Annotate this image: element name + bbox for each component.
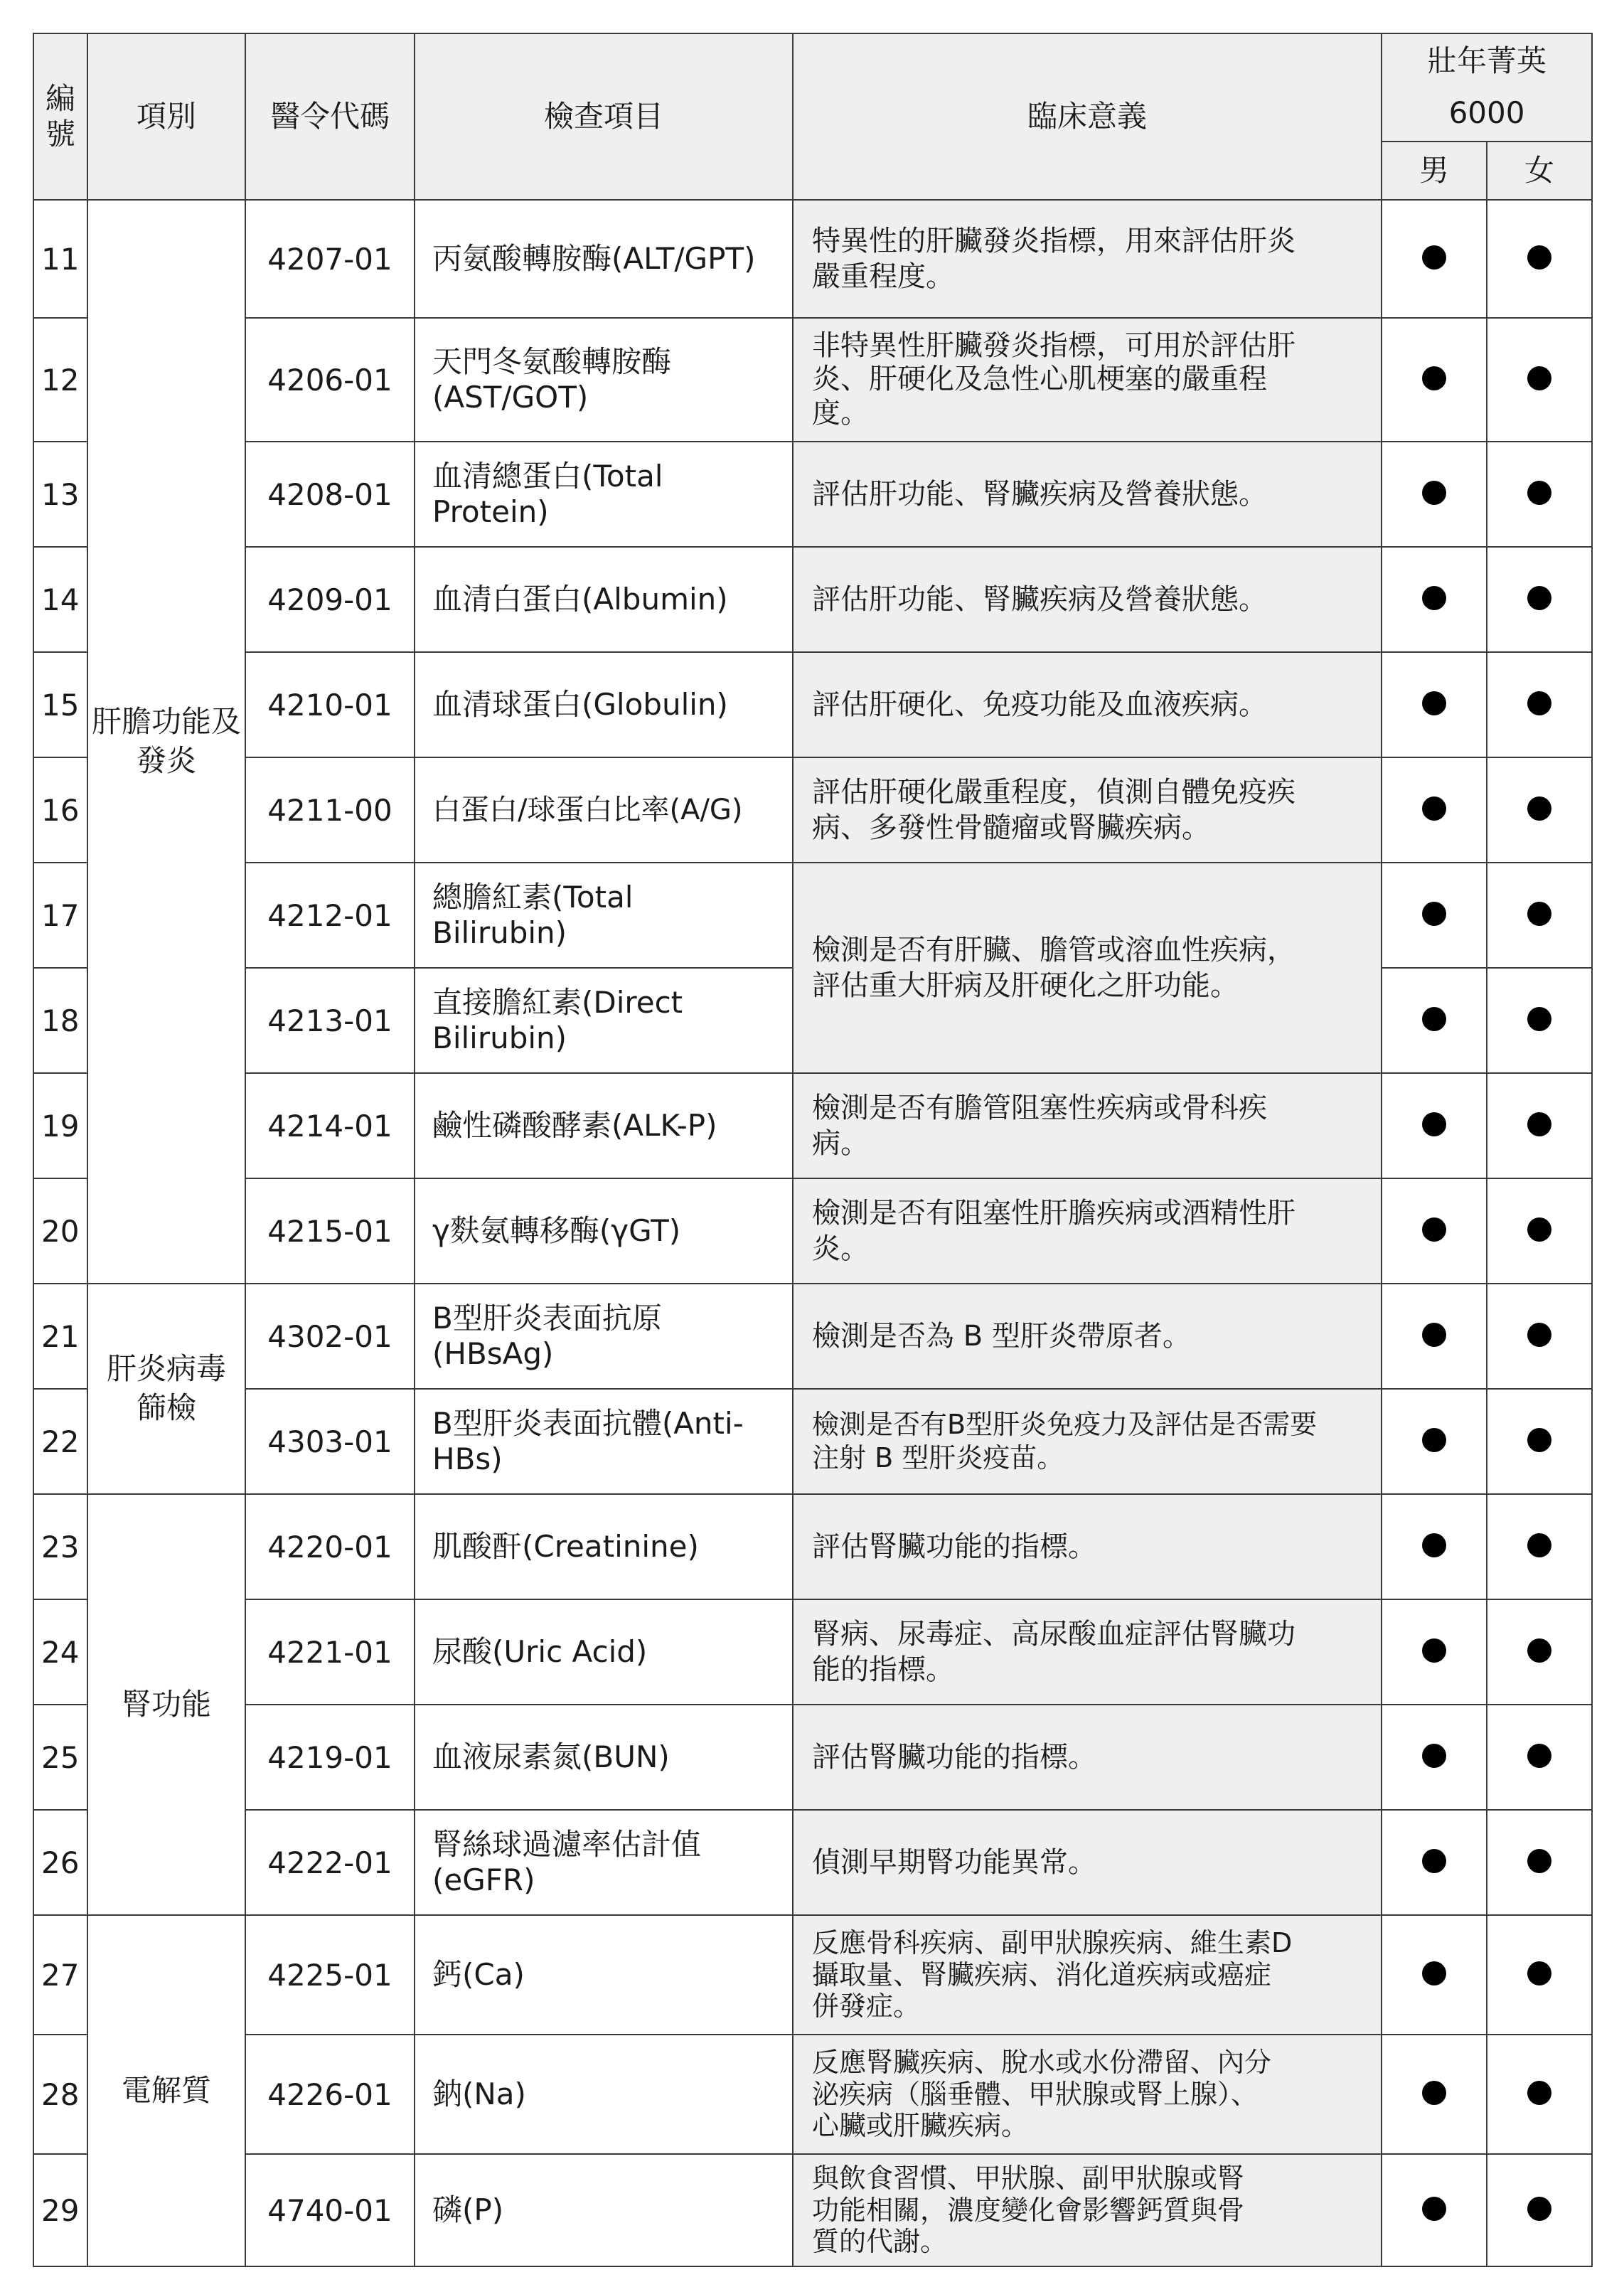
- exam-item: 血清球蛋白(Globulin): [415, 652, 793, 757]
- female-mark: [1487, 547, 1592, 652]
- order-code: 4221-01: [245, 1599, 415, 1705]
- included-dot-icon: [1422, 366, 1446, 390]
- table-row: [33, 442, 1592, 547]
- row-number: 24: [33, 1599, 87, 1705]
- included-dot-icon: [1527, 691, 1551, 715]
- exam-item: 鹼性磷酸酵素(ALK-P): [415, 1073, 793, 1178]
- table-row: [33, 1810, 1592, 1915]
- included-dot-icon: [1422, 586, 1446, 610]
- exam-item: 血清白蛋白(Albumin): [415, 547, 793, 652]
- row-number: 19: [33, 1073, 87, 1178]
- female-mark: [1487, 863, 1592, 968]
- table-row: [33, 1915, 1592, 2035]
- clinical-meaning: 評估腎臟功能的指標。: [793, 1494, 1382, 1599]
- female-mark: [1487, 2035, 1592, 2154]
- male-mark: [1382, 1284, 1487, 1389]
- male-mark: [1382, 1178, 1487, 1284]
- header-exam-item: 檢查項目: [415, 33, 793, 200]
- row-number: 11: [33, 200, 87, 318]
- order-code: 4214-01: [245, 1073, 415, 1178]
- included-dot-icon: [1422, 1533, 1446, 1557]
- table-row: [33, 200, 1592, 318]
- package-code: 6000: [1448, 95, 1525, 130]
- table-row: [33, 1389, 1592, 1494]
- exam-item: 鈉(Na): [415, 2035, 793, 2154]
- order-code: 4208-01: [245, 442, 415, 547]
- included-dot-icon: [1527, 902, 1551, 926]
- included-dot-icon: [1422, 1007, 1446, 1031]
- exam-item: 肌酸酐(Creatinine): [415, 1494, 793, 1599]
- male-mark: [1382, 1073, 1487, 1178]
- clinical-meaning: 檢測是否有B型肝炎免疫力及評估是否需要 注射 B 型肝炎疫苗。: [793, 1389, 1382, 1494]
- female-mark: [1487, 757, 1592, 863]
- header-category: 項別: [87, 33, 245, 200]
- header-clinical-meaning: 臨床意義: [793, 33, 1382, 200]
- header-female: 女: [1487, 142, 1592, 200]
- table-row: [33, 1494, 1592, 1599]
- clinical-meaning: 非特異性肝臟發炎指標，可用於評估肝 炎、肝硬化及急性心肌梗塞的嚴重程 度。: [793, 318, 1382, 442]
- male-mark: [1382, 1705, 1487, 1810]
- included-dot-icon: [1422, 2197, 1446, 2221]
- female-mark: [1487, 968, 1592, 1073]
- order-code: 4212-01: [245, 863, 415, 968]
- included-dot-icon: [1422, 1849, 1446, 1873]
- included-dot-icon: [1422, 1217, 1446, 1242]
- male-mark: [1382, 2035, 1487, 2154]
- female-mark: [1487, 1389, 1592, 1494]
- included-dot-icon: [1422, 1961, 1446, 1985]
- row-number: 27: [33, 1915, 87, 2035]
- order-code: 4302-01: [245, 1284, 415, 1389]
- male-mark: [1382, 318, 1487, 442]
- included-dot-icon: [1527, 796, 1551, 821]
- order-code: 4213-01: [245, 968, 415, 1073]
- exam-item: B型肝炎表面抗原 (HBsAg): [415, 1284, 793, 1389]
- table-row: [33, 1178, 1592, 1284]
- row-number: 14: [33, 547, 87, 652]
- male-mark: [1382, 652, 1487, 757]
- included-dot-icon: [1527, 1744, 1551, 1768]
- clinical-meaning: 評估肝功能、腎臟疾病及營養狀態。: [793, 547, 1382, 652]
- included-dot-icon: [1422, 1638, 1446, 1663]
- included-dot-icon: [1422, 1323, 1446, 1347]
- category-kidney: 腎功能: [87, 1494, 245, 1915]
- included-dot-icon: [1422, 1428, 1446, 1452]
- order-code: 4219-01: [245, 1705, 415, 1810]
- row-number: 18: [33, 968, 87, 1073]
- male-mark: [1382, 547, 1487, 652]
- female-mark: [1487, 1599, 1592, 1705]
- exam-item: 磷(P): [415, 2154, 793, 2266]
- header-number: 編 號: [33, 33, 87, 200]
- exam-item: 鈣(Ca): [415, 1915, 793, 2035]
- exam-item: 丙氨酸轉胺酶(ALT/GPT): [415, 200, 793, 318]
- table-row: [33, 652, 1592, 757]
- included-dot-icon: [1527, 1428, 1551, 1452]
- included-dot-icon: [1527, 1533, 1551, 1557]
- female-mark: [1487, 1178, 1592, 1284]
- female-mark: [1487, 1915, 1592, 2035]
- included-dot-icon: [1527, 586, 1551, 610]
- female-mark: [1487, 200, 1592, 318]
- row-number: 28: [33, 2035, 87, 2154]
- included-dot-icon: [1527, 1638, 1551, 1663]
- order-code: 4210-01: [245, 652, 415, 757]
- included-dot-icon: [1527, 2081, 1551, 2105]
- order-code: 4226-01: [245, 2035, 415, 2154]
- included-dot-icon: [1527, 1217, 1551, 1242]
- table-row: [33, 757, 1592, 863]
- table-row: [33, 318, 1592, 442]
- female-mark: [1487, 318, 1592, 442]
- header-male: 男: [1382, 142, 1487, 200]
- included-dot-icon: [1527, 1961, 1551, 1985]
- included-dot-icon: [1422, 796, 1446, 821]
- male-mark: [1382, 200, 1487, 318]
- row-number: 21: [33, 1284, 87, 1389]
- table-row: [33, 547, 1592, 652]
- category-liver: 肝膽功能及 發炎: [87, 200, 245, 1284]
- included-dot-icon: [1422, 481, 1446, 505]
- female-mark: [1487, 1810, 1592, 1915]
- exam-item: B型肝炎表面抗體(Anti- HBs): [415, 1389, 793, 1494]
- order-code: 4215-01: [245, 1178, 415, 1284]
- package-name: 壯年菁英: [1427, 43, 1547, 79]
- exam-item: 尿酸(Uric Acid): [415, 1599, 793, 1705]
- clinical-meaning: 評估腎臟功能的指標。: [793, 1705, 1382, 1810]
- included-dot-icon: [1422, 2081, 1446, 2105]
- clinical-meaning: 與飲食習慣、甲狀腺、副甲狀腺或腎 功能相關，濃度變化會影響鈣質與骨 質的代謝。: [793, 2154, 1382, 2266]
- order-code: 4303-01: [245, 1389, 415, 1494]
- row-number: 26: [33, 1810, 87, 1915]
- row-number: 12: [33, 318, 87, 442]
- clinical-meaning: 檢測是否有肝臟、膽管或溶血性疾病， 評估重大肝病及肝硬化之肝功能。: [793, 863, 1382, 1073]
- table-row: [33, 1284, 1592, 1389]
- row-number: 17: [33, 863, 87, 968]
- male-mark: [1382, 2154, 1487, 2266]
- included-dot-icon: [1527, 1007, 1551, 1031]
- order-code: 4209-01: [245, 547, 415, 652]
- included-dot-icon: [1422, 245, 1446, 270]
- row-number: 20: [33, 1178, 87, 1284]
- clinical-meaning: 評估肝硬化嚴重程度，偵測自體免疫疾 病、多發性骨髓瘤或腎臟疾病。: [793, 757, 1382, 863]
- exam-item: 血液尿素氮(BUN): [415, 1705, 793, 1810]
- table-row: [33, 863, 1592, 968]
- female-mark: [1487, 1284, 1592, 1389]
- category-electrolyte: 電解質: [87, 1915, 245, 2266]
- exam-item: 總膽紅素(Total Bilirubin): [415, 863, 793, 968]
- order-code: 4222-01: [245, 1810, 415, 1915]
- male-mark: [1382, 968, 1487, 1073]
- row-number: 25: [33, 1705, 87, 1810]
- female-mark: [1487, 1705, 1592, 1810]
- exam-item: γ麩氨轉移酶(γGT): [415, 1178, 793, 1284]
- included-dot-icon: [1422, 1112, 1446, 1136]
- clinical-meaning: 評估肝硬化、免疫功能及血液疾病。: [793, 652, 1382, 757]
- row-number: 22: [33, 1389, 87, 1494]
- clinical-meaning: 特異性的肝臟發炎指標，用來評估肝炎 嚴重程度。: [793, 200, 1382, 318]
- order-code: 4207-01: [245, 200, 415, 318]
- order-code: 4220-01: [245, 1494, 415, 1599]
- female-mark: [1487, 442, 1592, 547]
- female-mark: [1487, 1073, 1592, 1178]
- included-dot-icon: [1422, 1744, 1446, 1768]
- exam-items-table: [33, 33, 1593, 2267]
- male-mark: [1382, 1389, 1487, 1494]
- clinical-meaning: 檢測是否有阻塞性肝膽疾病或酒精性肝 炎。: [793, 1178, 1382, 1284]
- included-dot-icon: [1527, 1112, 1551, 1136]
- row-number: 29: [33, 2154, 87, 2266]
- included-dot-icon: [1527, 481, 1551, 505]
- male-mark: [1382, 863, 1487, 968]
- header-order-code: 醫令代碼: [245, 33, 415, 200]
- order-code: 4225-01: [245, 1915, 415, 2035]
- female-mark: [1487, 1494, 1592, 1599]
- exam-item: 直接膽紅素(Direct Bilirubin): [415, 968, 793, 1073]
- included-dot-icon: [1527, 2197, 1551, 2221]
- included-dot-icon: [1527, 245, 1551, 270]
- header-package: [1382, 33, 1592, 142]
- order-code: 4211-00: [245, 757, 415, 863]
- male-mark: [1382, 1599, 1487, 1705]
- included-dot-icon: [1422, 691, 1446, 715]
- included-dot-icon: [1422, 902, 1446, 926]
- table-row: [33, 2035, 1592, 2154]
- male-mark: [1382, 757, 1487, 863]
- row-number: 15: [33, 652, 87, 757]
- female-mark: [1487, 2154, 1592, 2266]
- row-number: 13: [33, 442, 87, 547]
- table-row: [33, 2154, 1592, 2266]
- male-mark: [1382, 442, 1487, 547]
- male-mark: [1382, 1915, 1487, 2035]
- clinical-meaning: 反應骨科疾病、副甲狀腺疾病、維生素D 攝取量、腎臟疾病、消化道疾病或癌症 併發症。: [793, 1915, 1382, 2035]
- exam-item: 白蛋白/球蛋白比率(A/G): [415, 757, 793, 863]
- exam-item: 腎絲球過濾率估計值 (eGFR): [415, 1810, 793, 1915]
- clinical-meaning: 反應腎臟疾病、脫水或水份滯留、內分 泌疾病（腦垂體、甲狀腺或腎上腺）、 心臟或肝臟疾病。: [793, 2035, 1382, 2154]
- clinical-meaning: 評估肝功能、腎臟疾病及營養狀態。: [793, 442, 1382, 547]
- clinical-meaning: 檢測是否有膽管阻塞性疾病或骨科疾 病。: [793, 1073, 1382, 1178]
- clinical-meaning: 檢測是否為 B 型肝炎帶原者。: [793, 1284, 1382, 1389]
- order-code: 4206-01: [245, 318, 415, 442]
- row-number: 16: [33, 757, 87, 863]
- included-dot-icon: [1527, 366, 1551, 390]
- table-row: [33, 1073, 1592, 1178]
- exam-item: 天門冬氨酸轉胺酶 (AST/GOT): [415, 318, 793, 442]
- exam-item: 血清總蛋白(Total Protein): [415, 442, 793, 547]
- table-row: [33, 1599, 1592, 1705]
- category-hepatitis: 肝炎病毒 篩檢: [87, 1284, 245, 1494]
- male-mark: [1382, 1494, 1487, 1599]
- row-number: 23: [33, 1494, 87, 1599]
- male-mark: [1382, 1810, 1487, 1915]
- clinical-meaning: 偵測早期腎功能異常。: [793, 1810, 1382, 1915]
- table-row: [33, 1705, 1592, 1810]
- included-dot-icon: [1527, 1323, 1551, 1347]
- order-code: 4740-01: [245, 2154, 415, 2266]
- female-mark: [1487, 652, 1592, 757]
- clinical-meaning: 腎病、尿毒症、高尿酸血症評估腎臟功 能的指標。: [793, 1599, 1382, 1705]
- included-dot-icon: [1527, 1849, 1551, 1873]
